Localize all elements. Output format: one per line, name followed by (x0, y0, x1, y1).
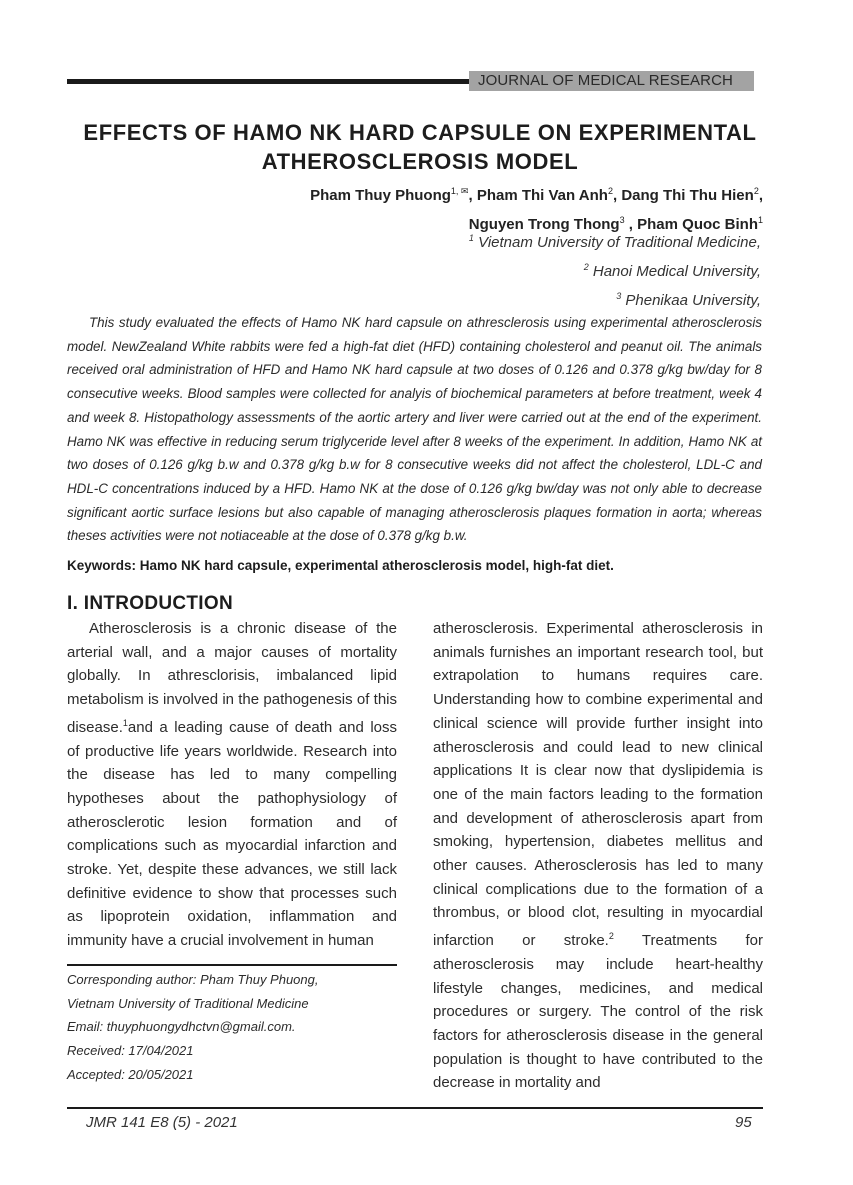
author-affiliation-mark: 1 (757, 215, 763, 225)
affiliation: $^2$ Hanoi Medical University, (583, 262, 761, 280)
paper-title (60, 118, 780, 176)
received-date: Received: 17/04/2021 (67, 1043, 194, 1059)
page-number: 95 (735, 1114, 752, 1131)
author-affiliation-mark: 3 (619, 215, 625, 225)
accepted-date: Accepted: 20/05/2021 (67, 1066, 194, 1082)
corresponding-institution: Vietnam University of Traditional Medicine (67, 995, 309, 1011)
journal-citation: JMR 141 E8 (5) - 2021 (86, 1114, 238, 1131)
corresponding-email: Email: thuyphuongydhctvn@gmail.com. (67, 1019, 296, 1035)
affiliation-list (469, 226, 761, 313)
author-line-2: Nguyen Trong Thong$^3$ , Pham Quoc Binh$^1$ (468, 215, 763, 233)
author-name: Nguyen Trong Thong (468, 216, 620, 233)
author-name: Pham Thuy Phuong (310, 187, 451, 204)
abstract: This study evaluated the effects of Hamo NK hard capsule on athresclerosis using experimental atherosclerosis model. NewZealand White rabbits were fed a high-fat diet (HFD) containing cholesterol and peanut oil. The animals received oral administration of HFD and Hamo NK hard capsule at two doses of 0.126 and 0.378 g/kg bw/day for 8 consecutive weeks. Blood samples were collected for analyis of biochemical parameters at before treatment, week 4 and week 8. Histopathology assessments of the aortic artery and liver were carried out at the end of the experiment. Hamo NK was effective in reducing serum triglyceride level after 8 weeks of the experiment. In addition, Hamo NK at two doses of 0.126 g/kg b.w and 0.378 g/kg b.w for 8 consecutive weeks did not affect the cholesterol, LDL-C and HDL-C concentrations induced by a HFD. Hamo NK at the dose of 0.126 g/kg bw/day was not only able to decrease significant aortic surface lesions but also capable of managing atherosclerosis plaques formation in aorta; whereas theses activities were not notiaceable at the dose of 0.378 g/kg b.w. (67, 315, 762, 544)
footer-rule (67, 1107, 763, 1109)
corresponding-author-note (67, 968, 319, 1087)
citation-ref: 2 (608, 931, 614, 942)
author-affiliation-mark: 2 (607, 186, 613, 196)
title-line-1: EFFECTS OF HAMO NK HARD CAPSULE ON EXPERIMENTAL (83, 120, 757, 145)
title-line-2: ATHEROSCLEROSIS MODEL (261, 149, 579, 174)
corresponding-author: Corresponding author: Pham Thuy Phuong, (67, 972, 319, 987)
footnote-rule (67, 964, 397, 966)
keywords: Keywords: Hamo NK hard capsule, experimental atherosclerosis model, high-fat diet. (67, 558, 614, 573)
author-line-1: Pham Thuy Phuong$^{1, ✉}$, Pham Thi Van Anh$^2$, Dang Thi Thu Hien$^2$, (310, 186, 763, 204)
author-name: Pham Quoc Binh (637, 216, 758, 233)
author-name: Dang Thi Thu Hien (621, 187, 754, 204)
header-rule (67, 79, 469, 84)
author-name: Pham Thi Van Anh (476, 187, 608, 204)
affiliation: $^1$ Vietnam University of Traditional Medicine, (468, 233, 761, 251)
author-affiliation-mark: 2 (753, 186, 759, 196)
affiliation: $^3$ Phenikaa University, (616, 291, 761, 309)
journal-name: JOURNAL OF MEDICAL RESEARCH (478, 72, 733, 89)
body-column-right: atherosclerosis. Experimental atherosclerosis in animals furnishes an important research tool, but extrapolation to humans requires care. Understanding how to combine experimental and clinical science will provide further insight into atherosclerosis and could lead to new clinical applications It is clear now that dyslipidemia is one of the main factors leading to the formation and development of atherosclerosis apart from smoking, hypertension, diabetes mellitus and other causes. Atherosclerosis has led to many clinical complications due to the formation of a thrombus, or blood clot, resulting in myocardial infarction or stroke.$^2$ Treatments for atherosclerosis may include heart-healthy lifestyle changes, medicines, and medical procedures or surgery. The control of the risk factors for atherosclerosis disease in the general population is thought to have contributed to the decrease in mortality and (433, 620, 763, 1092)
author-affiliation-mark: 1, ✉ (450, 186, 469, 196)
body-column-left: Atherosclerosis is a chronic disease of the arterial wall, and a major causes of mortality globally. In athresclorisis, imbalanced lipid metabolism is involved in the pathogenesis of this disease.$^1$and a leading cause of death and loss of productive life years worldwide. Research into the disease has led to many compelling hypotheses about the pathophysiology of atherosclerotic lesion formation and of complications such as myocardial infarction and stroke. Yet, despite these advances, we still lack definitive evidence to show that processes such as lipoprotein oxidation, inflammation and immunity have a crucial involvement in human (67, 620, 397, 950)
section-heading-introduction: I. INTRODUCTION (67, 593, 233, 614)
citation-ref: 1 (122, 717, 128, 728)
